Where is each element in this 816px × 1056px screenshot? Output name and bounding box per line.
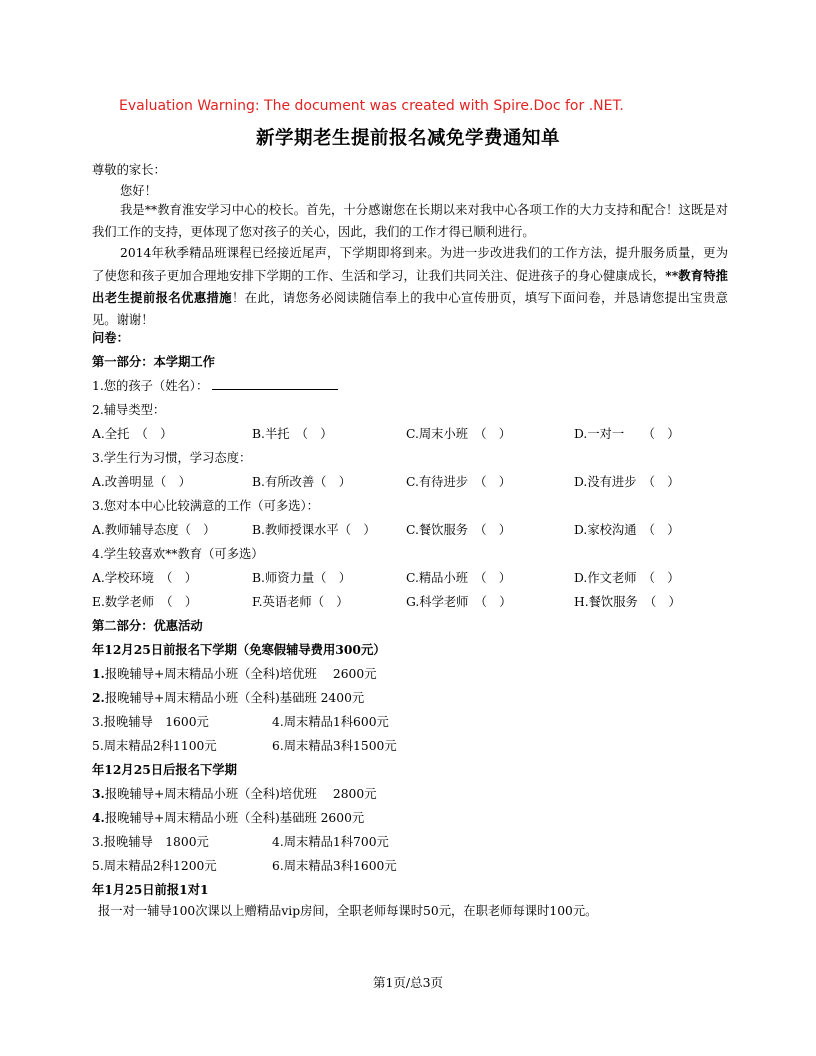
after-dec25-heading: 年12月25日后报名下学期 <box>92 762 237 777</box>
page-footer: 第1页/总3页 <box>372 975 444 990</box>
option-q5-g[interactable]: G.科学老师 （ ） <box>406 595 512 609</box>
price-item: 3.报晚辅导 1800元 <box>92 835 209 849</box>
part1-heading: 第一部分：本学期工作 <box>92 354 215 369</box>
question-name <box>92 376 338 396</box>
option-q5-d[interactable]: D.作文老师 （ ） <box>574 571 680 585</box>
option-q2-b[interactable]: B.半托 （ ） <box>252 427 333 441</box>
price-item-number: 1. <box>92 666 105 681</box>
price-item: 4.周末精品1科700元 <box>272 835 389 849</box>
price-item-text: 报晚辅导+周末精品小班（全科)培优班 2600元 <box>104 667 377 681</box>
price-item <box>92 664 377 684</box>
price-item-text: 报晚辅导+周末精品小班（全科)基础班 2600元 <box>104 811 365 825</box>
option-q4-c[interactable]: C.餐饮服务 （ ） <box>406 523 512 537</box>
evaluation-warning: Evaluation Warning: The document was created with Spire.Doc for .NET. <box>119 98 624 114</box>
option-q5-c[interactable]: C.精品小班 （ ） <box>406 571 512 585</box>
one-to-one-heading: 年1月25日前报1对1 <box>92 882 209 897</box>
price-item: 3.报晚辅导 1600元 <box>92 715 209 729</box>
option-q2-d[interactable]: D.一对一 （ ） <box>574 427 680 441</box>
question-satisfaction: 3.您对本中心比较满意的工作（可多选）： <box>92 499 319 513</box>
price-item-number: 3. <box>92 786 105 801</box>
price-item-text: 报晚辅导+周末精品小班（全科)基础班 2400元 <box>104 691 365 705</box>
one-to-one-text: 报一对一辅导100次课以上赠精品vip房间，全职老师每课时50元，在职老师每课时100元。 <box>98 904 598 918</box>
option-q3-d[interactable]: D.没有进步 （ ） <box>574 475 680 489</box>
price-item: 6.周末精品3科1500元 <box>272 739 397 753</box>
price-item: 5.周末精品2科1100元 <box>92 739 217 753</box>
price-item: 6.周末精品3科1600元 <box>272 859 397 873</box>
price-item: 5.周末精品2科1200元 <box>92 859 217 873</box>
option-q2-c[interactable]: C.周末小班 （ ） <box>406 427 512 441</box>
option-q5-h[interactable]: H.餐饮服务 （ ） <box>574 595 681 609</box>
intro-paragraph: 我是**教育淮安学习中心的校长。首先，十分感谢您在长期以来对我中心各项工作的大力支持和配合！这既是对我们工作的支持，更体现了您对孩子的关心，因此，我们的工作才得已顺利进行。 <box>92 203 728 239</box>
question-behavior: 3.学生行为习惯，学习态度： <box>92 451 252 465</box>
notice-paragraph <box>92 243 728 331</box>
notice-text-c: ！在此，请您务必阅读随信奉上的我中心宣传册页，填写下面问卷，并恳请您提出宝贵意见。谢谢！ <box>92 291 728 327</box>
option-q3-c[interactable]: C.有待进步 （ ） <box>406 475 512 489</box>
option-q2-a[interactable]: A.全托 （ ） <box>92 427 173 441</box>
option-q5-b[interactable]: B.师资力量（ ） <box>252 571 352 585</box>
price-item <box>92 784 377 804</box>
part2-heading: 第二部分：优惠活动 <box>92 618 203 633</box>
option-q5-f[interactable]: F.英语老师（ ） <box>252 595 349 609</box>
option-q3-a[interactable]: A.改善明显（ ） <box>92 475 191 489</box>
question-tutoring-type: 2.辅导类型： <box>92 403 166 417</box>
option-q4-a[interactable]: A.教师辅导态度（ ） <box>92 523 216 537</box>
price-item <box>92 808 364 828</box>
option-q5-a[interactable]: A.学校环境 （ ） <box>92 571 198 585</box>
price-item <box>92 688 364 708</box>
document-title: 新学期老生提前报名减免学费通知单 <box>255 128 560 149</box>
price-item-text: 报晚辅导+周末精品小班（全科)培优班 2800元 <box>104 787 377 801</box>
question-preferences: 4.学生较喜欢**教育（可多选） <box>92 547 264 561</box>
price-item-number: 4. <box>92 810 105 825</box>
question-name-label: 1.您的孩子（姓名）： <box>92 379 209 393</box>
before-dec25-heading: 年12月25日前报名下学期（免寒假辅导费用300元） <box>92 642 386 657</box>
price-item: 4.周末精品1科600元 <box>272 715 389 729</box>
option-q4-d[interactable]: D.家校沟通 （ ） <box>574 523 680 537</box>
option-q4-b[interactable]: B.教师授课水平（ ） <box>252 523 376 537</box>
option-q5-e[interactable]: E.数学老师 （ ） <box>92 595 198 609</box>
questionnaire-label: 问卷： <box>92 330 129 345</box>
price-item-number: 2. <box>92 690 105 705</box>
name-blank-field[interactable] <box>212 377 338 390</box>
notice-text-a: 2014年秋季精品班课程已经接近尾声，下学期即将到来。为进一步改进我们的工作方法，提升服务质量，更为了使您和孩子更加合理地安排下学期的工作、生活和学习，让我们共同关注、促进孩子的身心健康成长， <box>92 246 728 283</box>
hello-line: 您好！ <box>120 184 157 198</box>
option-q3-b[interactable]: B.有所改善（ ） <box>252 475 352 489</box>
greeting: 尊敬的家长： <box>92 163 166 177</box>
notice-highlight: **教育特推出老生提前报名优惠措施 <box>92 267 728 305</box>
